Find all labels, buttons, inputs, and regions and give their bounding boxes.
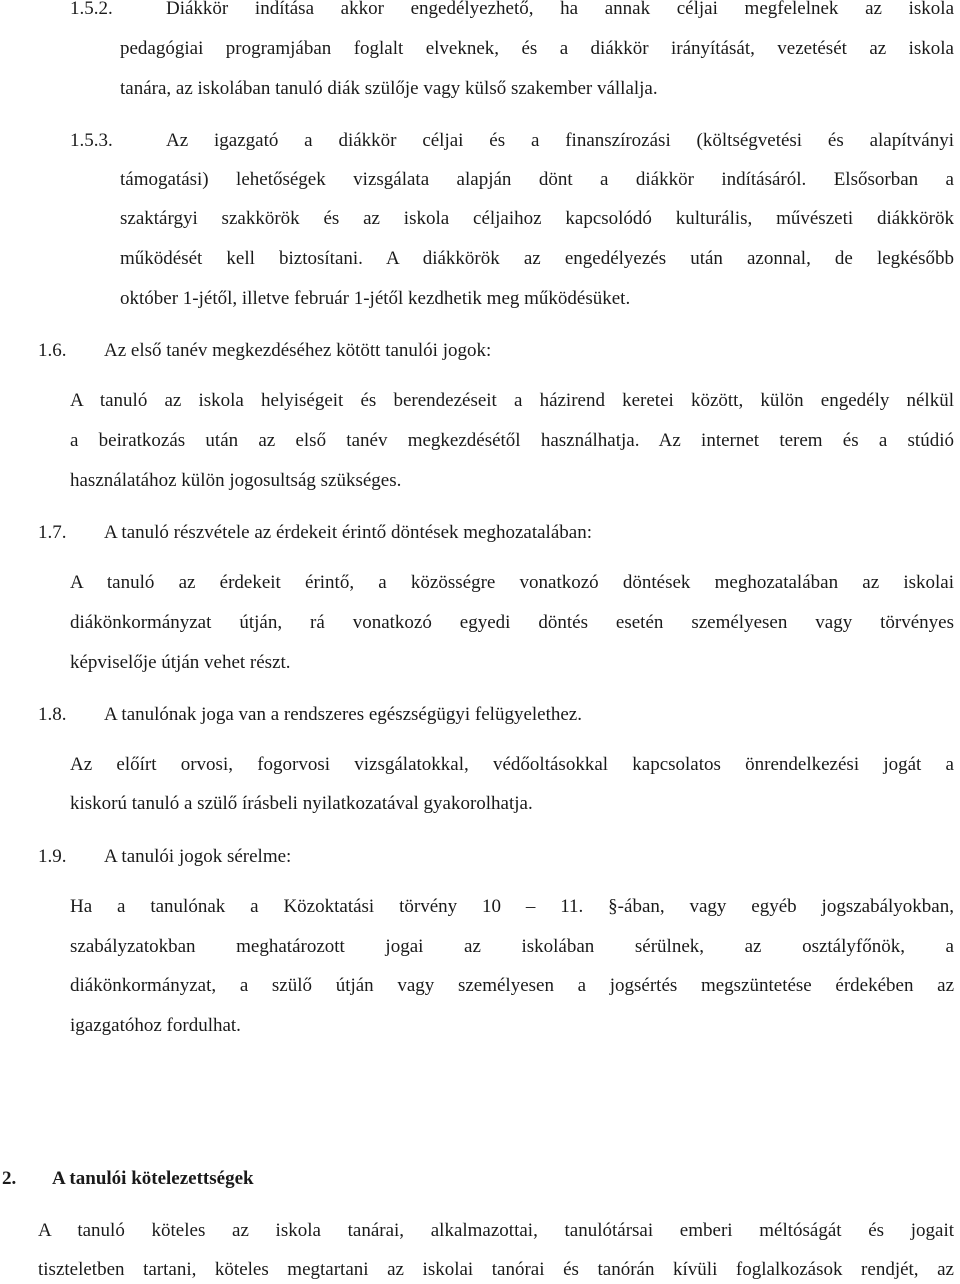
section-text-line: használatához külön jogosultság szükséges.: [70, 470, 402, 491]
section-text-line: működését kell biztosítani. A diákkörök az engedélyezés után azonnal, de legkésőbb: [120, 248, 954, 269]
section-text-line: támogatási) lehetőségek vizsgálata alapján dönt a diákkör indításáról. Elsősorban a: [120, 169, 954, 190]
section-heading: A tanulói jogok sérelme:: [104, 846, 292, 867]
chapter-heading: A tanulói kötelezettségek: [52, 1168, 254, 1189]
section-text-line: A tanuló az iskola helyiségeit és berendezéseit a házirend keretei között, külön engedély nélkül: [70, 390, 954, 411]
section-heading: A tanuló részvétele az érdekeit érintő döntések meghozatalában:: [104, 522, 592, 543]
section-text-line: diákönkormányzat, a szülő útján vagy személyesen a jogsértés megszüntetése érdekében az: [70, 975, 954, 996]
section-number: 1.5.2.: [70, 0, 113, 19]
section-text-line: tanára, az iskolában tanuló diák szülője vagy külső szakember vállalja.: [120, 78, 658, 99]
section-text-line: szabályzatokban meghatározott jogai az iskolában sérülnek, az osztályfőnök, a: [70, 936, 954, 957]
section-text-line: Diákkör indítása akkor engedélyezhető, ha annak céljai megfelelnek az iskola: [166, 0, 954, 19]
section-number: 1.6.: [38, 340, 67, 361]
section-heading: A tanulónak joga van a rendszeres egészségügyi felügyelethez.: [104, 704, 582, 725]
section-text-line: kiskorú tanuló a szülő írásbeli nyilatkozatával gyakorolhatja.: [70, 793, 533, 814]
chapter-number: 2.: [2, 1168, 17, 1189]
section-text-line: Az előírt orvosi, fogorvosi vizsgálatokkal, védőoltásokkal kapcsolatos önrendelkezési jogát a: [70, 754, 954, 775]
section-text-line: október 1-jétől, illetve február 1-jétől kezdhetik meg működésüket.: [120, 288, 631, 309]
section-text-line: a beiratkozás után az első tanév megkezdésétől használhatja. Az internet terem és a stúdió: [70, 430, 954, 451]
section-text-line: igazgatóhoz fordulhat.: [70, 1015, 241, 1036]
section-text-line: képviselője útján vehet részt.: [70, 652, 291, 673]
section-number: 1.5.3.: [70, 130, 113, 151]
section-text-line: tiszteletben tartani, köteles megtartani az iskolai tanórai és tanórán kívüli foglalkozások rendjét, az: [38, 1259, 954, 1280]
section-text-line: szaktárgyi szakkörök és az iskola céljaihoz kapcsolódó kulturális, művészeti diákkörök: [120, 208, 954, 229]
section-text-line: Az igazgató a diákkör céljai és a finanszírozási (költségvetési és alapítványi: [166, 130, 954, 151]
section-heading: Az első tanév megkezdéséhez kötött tanulói jogok:: [104, 340, 492, 361]
section-text-line: A tanuló az érdekeit érintő, a közösségre vonatkozó döntések meghozatalában az iskolai: [70, 572, 954, 593]
section-number: 1.7.: [38, 522, 67, 543]
section-number: 1.9.: [38, 846, 67, 867]
section-text-line: A tanuló köteles az iskola tanárai, alkalmazottai, tanulótársai emberi méltóságát és jogait: [38, 1220, 954, 1241]
section-text-line: diákönkormányzat útján, rá vonatkozó egyedi döntés esetén személyesen vagy törvényes: [70, 612, 954, 633]
section-text-line: Ha a tanulónak a Közoktatási törvény 10 – 11. §-ában, vagy egyéb jogszabályokban,: [70, 896, 954, 917]
section-text-line: pedagógiai programjában foglalt elveknek, és a diákkör irányítását, vezetését az iskola: [120, 38, 954, 59]
section-number: 1.8.: [38, 704, 67, 725]
